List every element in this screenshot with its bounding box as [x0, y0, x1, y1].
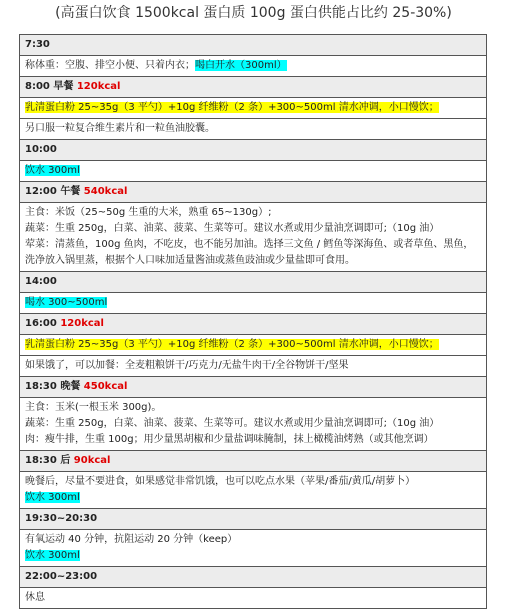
drink-water-highlight: 喝白开水（300ml） — [195, 60, 287, 71]
after-dinner-header — [20, 451, 487, 472]
table-row-16-00 — [20, 314, 487, 335]
breakfast-kcal: 120kcal — [76, 81, 121, 92]
table-row-rest-time — [20, 567, 487, 588]
table-row-after-dinner-note — [20, 472, 487, 509]
table-row-dinner-menu — [20, 398, 487, 451]
afternoon-shake-cell — [20, 335, 487, 356]
water-14-cell — [20, 293, 487, 314]
lunch-meat: 荤菜：清蒸鱼，100g 鱼肉，不吃皮，也不能另加油。选择三文鱼 / 鳕鱼等深海鱼、或者草鱼、黑鱼，洗净放入锅里蒸，根据个人口味加适量酱油或蒸鱼豉油或少量盐即可食用。 — [25, 239, 474, 266]
table-row-10-00 — [20, 140, 487, 161]
lunch-vegetables: 蔬菜：生重 250g，白菜、油菜、菠菜、生菜等可。建议水煮或用少量油烹调即可;（10g 油） — [25, 223, 440, 234]
table-row-exercise — [20, 530, 487, 567]
lunch-kcal: 540kcal — [83, 186, 128, 197]
table-row-14-00 — [20, 272, 487, 293]
table-row-weigh — [20, 56, 487, 77]
after-dinner-cell — [20, 472, 487, 509]
table-row-after-dinner — [20, 451, 487, 472]
dinner-header — [20, 377, 487, 398]
supplements-text: 另口服一粒复合维生素片和一粒鱼油胶囊。 — [20, 119, 487, 140]
exercise-text: 有氧运动 40 分钟，抗阻运动 20 分钟（keep） — [25, 534, 238, 545]
table-row-7-30 — [20, 35, 487, 56]
snack-kcal: 120kcal — [60, 318, 104, 329]
dinner-kcal: 450kcal — [83, 381, 128, 392]
table-row-lunch — [20, 182, 487, 203]
time-10-00: 10:00 — [20, 140, 487, 161]
snack-header — [20, 314, 487, 335]
exercise-cell — [20, 530, 487, 567]
afternoon-shake-highlight: 乳清蛋白粉 25~35g（3 平勺）+10g 纤维粉（2 条）+300~500ml 清水冲调，小口慢饮； — [25, 339, 439, 350]
table-row-extra-snack — [20, 356, 487, 377]
snack-time: 16:00 — [25, 318, 57, 329]
rest-text: 休息 — [20, 588, 487, 609]
table-row-afternoon-shake — [20, 335, 487, 356]
after-dinner-time: 18:30 后 — [25, 455, 71, 466]
lunch-time: 12:00 午餐 — [25, 186, 81, 197]
time-14-00: 14:00 — [20, 272, 487, 293]
lunch-menu-cell — [20, 203, 487, 272]
breakfast-header — [20, 77, 487, 98]
after-dinner-water-highlight: 饮水 300ml — [25, 492, 80, 503]
after-dinner-text: 晚餐后，尽量不要进食，如果感觉非常饥饿，也可以吃点水果（苹果/番茄/黄瓜/胡萝卜） — [25, 476, 416, 487]
water-14-highlight: 喝水 300~500ml — [25, 297, 108, 308]
exercise-water-highlight: 饮水 300ml — [25, 550, 80, 561]
weigh-text: 称体重：空腹、排空小便、只着内衣； — [25, 60, 195, 71]
breakfast-shake-cell — [20, 98, 487, 119]
after-dinner-kcal: 90kcal — [73, 455, 111, 466]
dinner-meat: 肉：瘦牛排，生重 100g；用少量黑胡椒和少量盐调味腌制，抹上橄榄油烤熟（或其他烹调） — [25, 434, 434, 445]
protein-shake-highlight: 乳清蛋白粉 25~35g（3 平勺）+10g 纤维粉（2 条）+300~500ml 清水冲调，小口慢饮； — [25, 102, 439, 113]
dinner-vegetables: 蔬菜：生重 250g，白菜、油菜、菠菜、生菜等可。建议水煮或用少量油烹调即可;（10g 油） — [25, 418, 440, 429]
extra-snack-text: 如果饿了，可以加餐：全麦粗粮饼干/巧克力/无盐牛肉干/全谷物饼干/坚果 — [20, 356, 487, 377]
time-rest: 22:00~23:00 — [20, 567, 487, 588]
table-row-exercise-time — [20, 509, 487, 530]
diet-plan-table — [19, 34, 487, 609]
table-row-lunch-menu — [20, 203, 487, 272]
water-10-highlight: 饮水 300ml — [25, 165, 80, 176]
dinner-menu-cell — [20, 398, 487, 451]
weigh-cell — [20, 56, 487, 77]
table-row-water-14 — [20, 293, 487, 314]
lunch-header — [20, 182, 487, 203]
lunch-staple: 主食：米饭（25~50g 生重的大米，熟重 65~130g）; — [25, 207, 272, 218]
breakfast-time: 8:00 早餐 — [25, 81, 74, 92]
page-title: (高蛋白饮食 1500kcal 蛋白质 100g 蛋白供能占比约 25-30%) — [55, 5, 452, 21]
water-10-cell — [20, 161, 487, 182]
table-row-dinner — [20, 377, 487, 398]
table-row-breakfast — [20, 77, 487, 98]
table-row-breakfast-shake — [20, 98, 487, 119]
table-row-water-10 — [20, 161, 487, 182]
dinner-staple: 主食：玉米(一根玉米 300g)。 — [25, 402, 162, 413]
time-7-30: 7:30 — [20, 35, 487, 56]
dinner-time: 18:30 晚餐 — [25, 381, 81, 392]
time-exercise: 19:30~20:30 — [20, 509, 487, 530]
table-row-supplements — [20, 119, 487, 140]
